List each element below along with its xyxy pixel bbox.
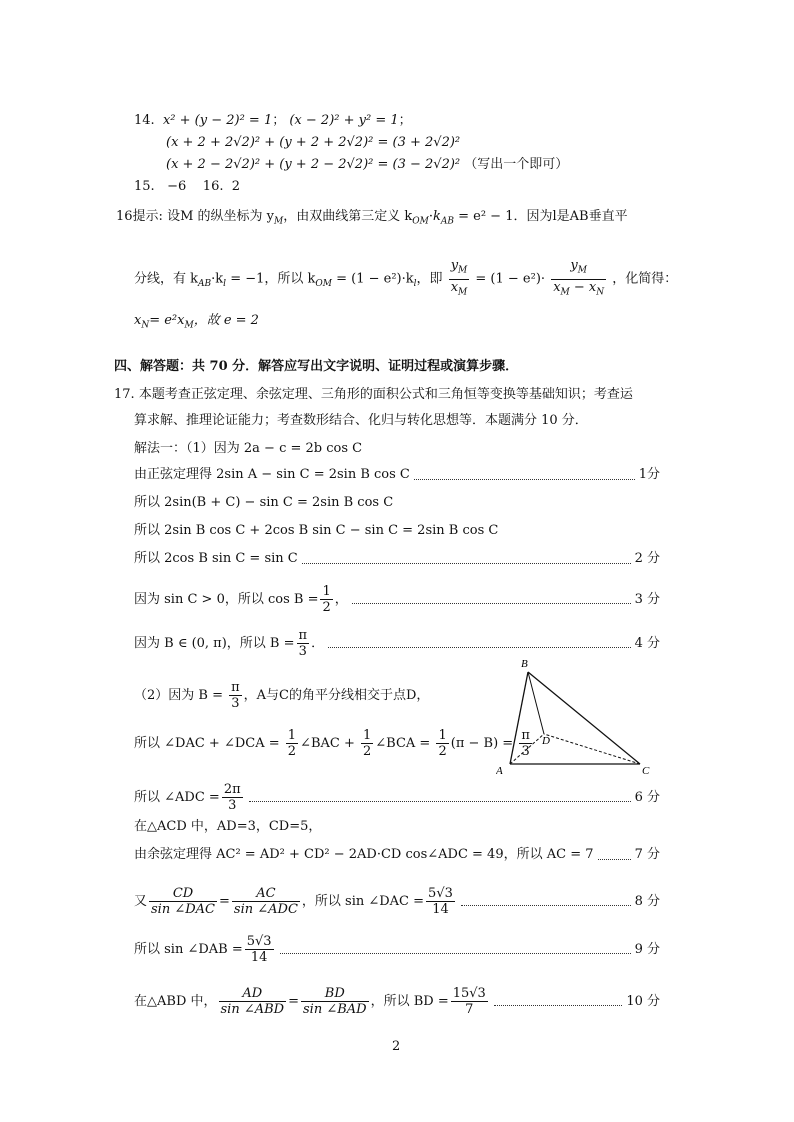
q17-intro1: 17. 本题考查正弦定理、余弦定理、三角形的面积公式和三角恒等变换等基础知识；考查运 [114,387,633,402]
edge-BC [528,672,640,764]
q14-line2: (x + 2 + 2√2)² + (y + 2 + 2√2)² = (3 + 2√2)² [166,135,461,150]
q17-part2: （2）因为 B = $\frac{\pi}{3}$ ，A与C的角平分线相交于点D， [134,680,430,711]
q17-step5: 因为 sin C > 0，所以 cos B = $\frac{1}{2}$ ， 3 分 [134,584,660,615]
q17-step2: 所以 2sin(B + C) − sin C = 2sin B cos C [134,495,394,510]
frac-yM-xM: $\frac{y_M}{x_M}$ [450,258,468,298]
frac-1-2: $\frac{1}{2}$ [322,584,331,615]
label-B: B [521,658,528,670]
q17-step12: 所以 sin ∠DAB = $\frac{5√3}{14}$ 9 分 [134,934,660,965]
q17-method: 解法一：（1）因为 2a − c = 2b cos C [134,441,363,456]
segment-BD [528,672,544,734]
segment-CD [544,734,640,764]
q17-step7: 所以 ∠DAC + ∠DCA = $\frac{1}{2}$ ∠BAC + $\frac{1}{2}$ ∠BCA = $\frac{1}{2}$ (π − B) = $\frac{\pi}{3}$ [134,728,530,759]
q17-intro2: 算求解、推理论证能力；考查数形结合、化归与转化思想等．本题满分 10 分． [134,413,588,428]
score: 10 分 [626,993,660,1009]
score: 8 分 [634,893,660,909]
q14-line3: (x + 2 − 2√2)² + (y + 2 − 2√2)² = (3 − 2√2)² （写出一个即可） [166,157,569,172]
q17-step4: 所以 2cos B sin C = sin C 2 分 [134,551,660,566]
q17-step13: 在△ABD 中， $\frac{AD}{\text{sin ∠ABD}}$ = $\frac{BD}{\text{sin ∠BAD}}$ ，所以 BD = $\frac{15√3}{7}$ 10 分 [134,986,660,1017]
hint16-line2: 分线，有 $k_{AB}\cdot k_l = -1$，所以 $k_{OM} = (1 - e^2)\cdot k_l$，即 $\frac{y_M}{x_M}$ = (1 − e²)· $\frac{y_M}{x_M - x_N}$ ，化简得： [134,258,677,300]
q15-16-answers: 15. −6 16. 2 [134,179,241,194]
q17-step6: 因为 B ∈ (0, π)，所以 B = $\frac{\pi}{3}$ ． 4 分 [134,628,660,659]
page-number: 2 [392,1039,401,1054]
label-C: C [642,765,650,777]
q17-step10: 由余弦定理得 AC² = AD² + CD² − 2AD·CD cos∠ADC = 49，所以 AC = 7 7 分 [134,847,660,862]
label-D: D [542,735,550,747]
score: 1分 [638,467,660,482]
score: 6 分 [634,789,660,805]
section4-title: 四、解答题：共 70 分．解答应写出文字说明、证明过程或演算步骤． [114,359,519,374]
q17-step1: 由正弦定理得 2sin A − sin C = 2sin B cos C 1分 [134,467,660,482]
score: 2 分 [634,551,660,566]
frac-yM-xM-xN: $\frac{y_M}{x_M - x_N}$ [553,258,605,298]
q14-eq1: x² + (y − 2)² = 1 [162,113,273,128]
frac-pi-3: $\frac{\pi}{3}$ [298,628,308,659]
q14-line1: 14. x² + (y − 2)² = 1； (x − 2)² + y² = 1； [134,113,412,128]
score: 3 分 [634,591,660,607]
q17-step3: 所以 2sin B cos C + 2cos B sin C − sin C = 2sin B cos C [134,523,499,538]
score: 4 分 [634,635,660,651]
score: 7 分 [634,847,660,862]
label-A: A [496,765,503,777]
q17-step9: 在△ACD 中，AD=3，CD=5， [134,819,322,834]
q17-step8: 所以 ∠ADC = $\frac{2\pi}{3}$ 6 分 [134,782,660,813]
triangle-figure [496,656,666,778]
hint16-line3: $x_N= e^2x_M$，故 e = 2 [134,313,259,331]
q17-step11: 又 $\frac{CD}{\text{sin ∠DAC}}$ = $\frac{AC}{\text{sin ∠ADC}}$ ，所以 sin ∠DAC = $\frac{5√3}{14}$ 8 分 [134,886,660,917]
q14-eq2: (x − 2)² + y² = 1 [289,113,399,128]
hint16-line1: 16提示: 设M 的纵坐标为 $y_M$，由双曲线第三定义 $k_{OM}\cdot k_{AB} = e^2 - 1$．因为l是AB垂直平 [116,209,628,227]
score: 9 分 [634,941,660,957]
